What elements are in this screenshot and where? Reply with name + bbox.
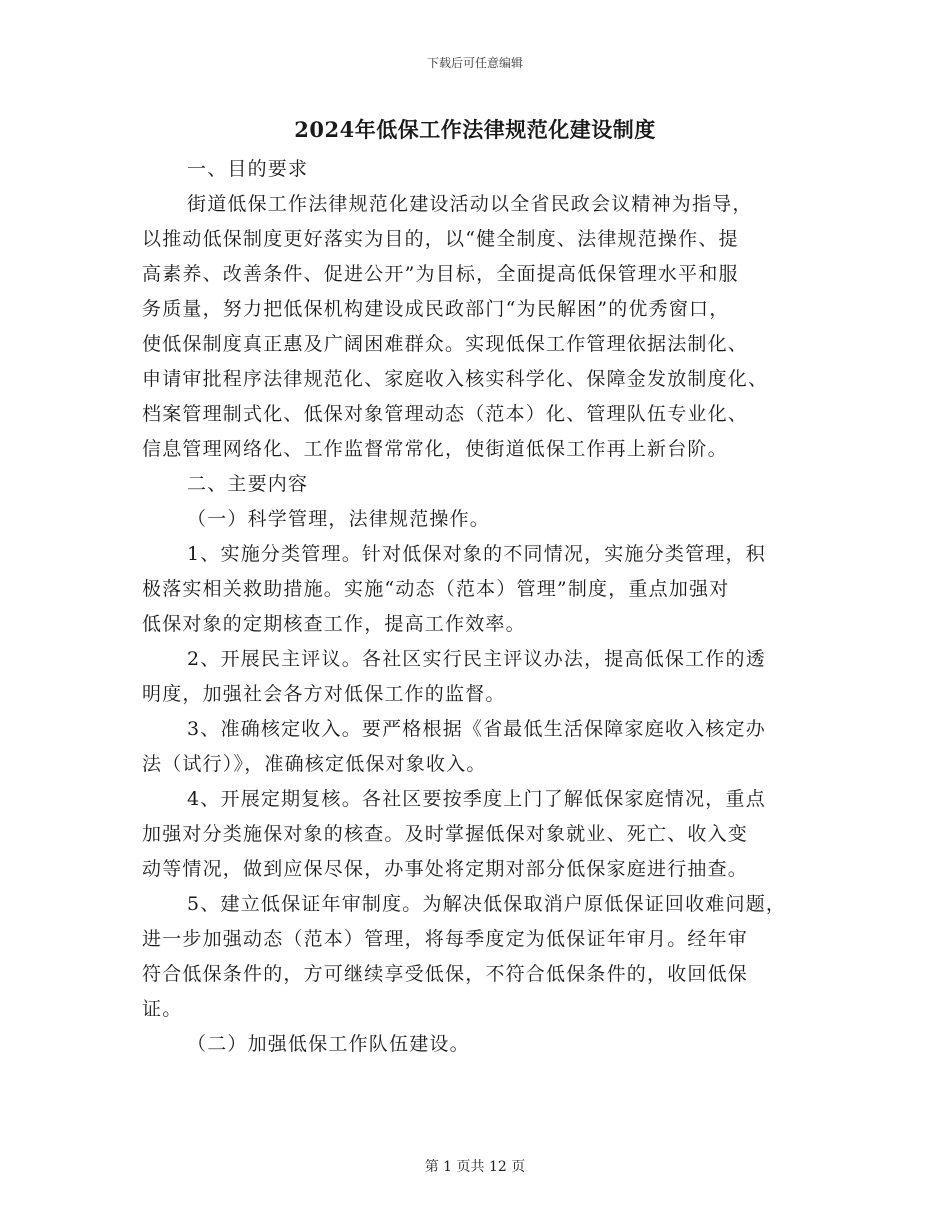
document-body bbox=[142, 152, 822, 1062]
text-line: 以推动低保制度更好落实为目的，以“健全制度、法律规范操作、提 bbox=[142, 228, 739, 250]
text-line: 档案管理制式化、低保对象管理动态（范本）化、管理队伍专业化、 bbox=[142, 403, 749, 425]
text-line: 4、开展定期复核。各社区要按季度上门了解低保家庭情况，重点 bbox=[187, 788, 766, 810]
text-line: 使低保制度真正惠及广阔困难群众。实现低保工作管理依据法制化、 bbox=[142, 333, 749, 355]
text-line: 加强对分类施保对象的核查。及时掌握低保对象就业、死亡、收入变 bbox=[142, 823, 749, 845]
text-line: 申请审批程序法律规范化、家庭收入核实科学化、保障金发放制度化、 bbox=[142, 368, 769, 390]
text-line: 2、开展民主评议。各社区实行民主评议办法，提高低保工作的透 bbox=[187, 648, 766, 670]
text-line: 高素养、改善条件、促进公开”为目标，全面提高低保管理水平和服 bbox=[142, 263, 739, 285]
text-line: 街道低保工作法律规范化建设活动以全省民政会议精神为指导， bbox=[187, 193, 753, 215]
text-line: 极落实相关救助措施。实施“动态（范本）管理”制度，重点加强对 bbox=[142, 578, 730, 600]
text-line: 信息管理网络化、工作监督常常化，使街道低保工作再上新台阶。 bbox=[142, 438, 728, 460]
text-line: 动等情况，做到应保尽保，办事处将定期对部分低保家庭进行抽查。 bbox=[142, 858, 749, 880]
text-line: 一、目的要求 bbox=[187, 158, 309, 180]
text-line: 务质量，努力把低保机构建设成民政部门“为民解困”的优秀窗口， bbox=[142, 298, 730, 320]
text-line: 二、主要内容 bbox=[187, 473, 309, 495]
text-line: 法（试行）》，准确核定低保对象收入。 bbox=[142, 753, 487, 775]
text-line: 证。 bbox=[142, 998, 183, 1020]
text-line: （一）科学管理，法律规范操作。 bbox=[187, 508, 491, 530]
text-line: 5、建立低保证年审制度。为解决低保取消户原低保证回收难问题， bbox=[187, 893, 787, 915]
page-footer: 第 1 页共 12 页 bbox=[424, 1159, 526, 1175]
page-header: 下载后可任意编辑 bbox=[426, 56, 523, 70]
text-line: 1、实施分类管理。针对低保对象的不同情况，实施分类管理，积 bbox=[187, 543, 766, 565]
text-line: 符合低保条件的，方可继续享受低保，不符合低保条件的，收回低保 bbox=[142, 963, 749, 985]
text-line: （二）加强低保工作队伍建设。 bbox=[187, 1033, 470, 1055]
text-line: 进一步加强动态（范本）管理，将每季度定为低保证年审月。经年审 bbox=[142, 928, 749, 950]
text-line: 低保对象的定期核查工作，提高工作效率。 bbox=[142, 613, 526, 635]
document-title: 2024年低保工作法律规范化建设制度 bbox=[294, 117, 656, 142]
text-line: 3、准确核定收入。要严格根据《省最低生活保障家庭收入核定办 bbox=[187, 718, 766, 740]
text-line: 明度，加强社会各方对低保工作的监督。 bbox=[142, 683, 506, 705]
